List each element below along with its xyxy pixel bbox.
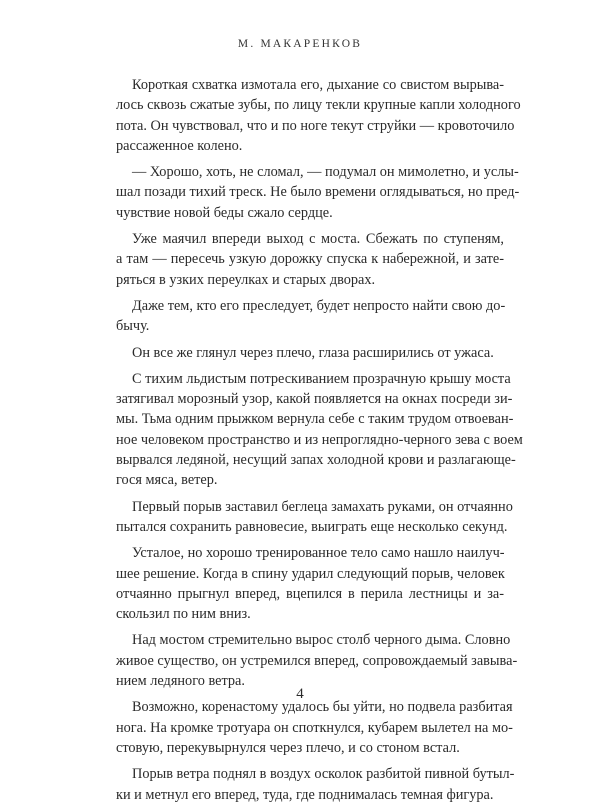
text-line: нога. На кромке тротуара он споткнулся, кубарем вылетел на мо- xyxy=(116,719,513,736)
paragraph xyxy=(116,697,513,758)
text-line: Уже маячил впереди выход с моста. Сбежать по ступеням, xyxy=(132,231,504,248)
text-line: ки и метнул его вперед, туда, где поднималась темная фигура. xyxy=(116,786,494,803)
text-line: а там — пересечь узкую дорожку спуска к набережной, и зате- xyxy=(116,251,504,268)
text-line: Первый порыв заставил беглеца замахать руками, он отчаянно xyxy=(132,498,513,515)
text-line: бычу. xyxy=(116,318,150,335)
paragraph xyxy=(116,543,504,624)
text-line: пота. Он чувствовал, что и по ноге текут струйки — кровоточило xyxy=(116,117,515,134)
paragraph xyxy=(116,343,504,363)
text-line: живое существо, он устремился вперед, сопровождаемый завыва- xyxy=(116,652,518,669)
text-line: Усталое, но хорошо тренированное тело само нашло наилуч- xyxy=(132,545,505,562)
paragraph xyxy=(116,75,521,156)
paragraph xyxy=(116,369,523,491)
paragraph xyxy=(116,630,518,691)
running-head: М. МАКАРЕНКОВ xyxy=(237,38,363,50)
text-line: С тихим льдистым потрескиванием прозрачную крышу моста xyxy=(132,370,511,387)
paragraph xyxy=(116,764,515,805)
paragraph xyxy=(116,162,520,223)
text-line: Порыв ветра поднял в воздух осколок разбитой пивной бутыл- xyxy=(132,766,515,783)
text-line: Возможно, коренастому удалось бы уйти, но подвела разбитая xyxy=(132,699,513,716)
paragraph xyxy=(116,497,513,538)
text-line: лось сквозь сжатые зубы, по лицу текли крупные капли холодного xyxy=(116,97,521,114)
text-line: отчаянно прыгнул вперед, вцепился в перила лестницы и за- xyxy=(116,585,504,602)
text-line: стовую, перекувырнулся через плечо, и со стоном встал. xyxy=(116,739,460,756)
page-number: 4 xyxy=(296,686,304,702)
text-line: ряться в узких переулках и старых дворах. xyxy=(116,271,376,288)
text-line: чувствие новой беды сжало сердце. xyxy=(116,204,333,221)
text-line: Даже тем, кто его преследует, будет непросто найти свою до- xyxy=(132,297,506,314)
text-line: пытался сохранить равновесие, выиграть еще несколько секунд. xyxy=(116,518,508,535)
text-line: Короткая схватка измотала его, дыхание со свистом вырыва- xyxy=(132,77,504,93)
text-line: затягивал морозный узор, какой появляется на окнах посреди зи- xyxy=(116,391,513,408)
text-line: мы. Тьма одним прыжком вернула себе с таким трудом отвоеван- xyxy=(116,411,514,428)
text-line: ное человеком пространство и из непроглядно-черного зева с воем xyxy=(116,431,523,448)
text-line: шал позади тихий треск. Не было времени оглядываться, но пред- xyxy=(116,184,520,201)
text-line: скользил по ним вниз. xyxy=(116,606,251,623)
text-line: шее решение. Когда в спину ударил следующий порыв, человек xyxy=(116,565,505,582)
text-line: Над мостом стремительно вырос столб черного дыма. Словно xyxy=(132,632,511,649)
paragraph xyxy=(116,296,504,337)
text-line: рассаженное колено. xyxy=(116,137,243,154)
text-line: нием ледяного ветра. xyxy=(116,673,245,690)
text-line: гося мяса, ветер. xyxy=(116,472,218,489)
text-line: — Хорошо, хоть, не сломал, — подумал он мимолетно, и услы- xyxy=(132,164,519,181)
paragraph xyxy=(116,229,504,290)
text-line: Он все же глянул через плечо, глаза расширились от ужаса. xyxy=(132,344,494,361)
text-line: вырвался ледяной, несущий запах холодной крови и разлагающе- xyxy=(116,452,516,469)
